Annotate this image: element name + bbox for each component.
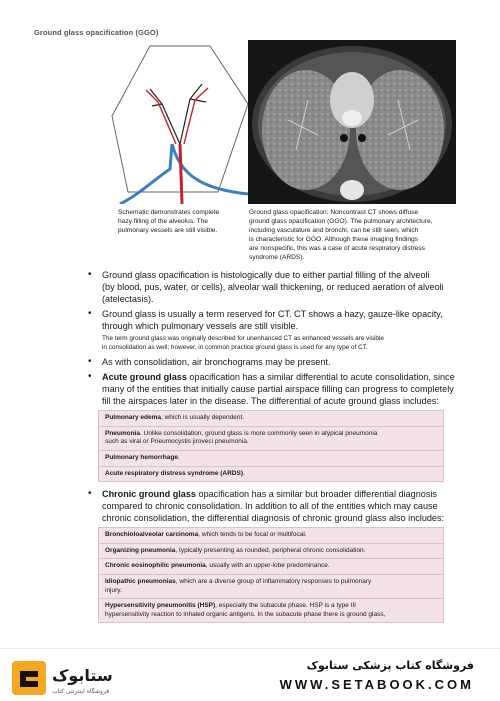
- bullet-air-bronchograms: • As with consolidation, air bronchograms may be present.: [88, 356, 331, 368]
- acute-ddx-box: [98, 410, 444, 482]
- ddx-item: Acute respiratory distress syndrome (ARDS).: [105, 469, 245, 477]
- section-title: Ground glass opacification (GGO): [34, 28, 159, 37]
- ddx-item: Pulmonary edema, which is usually dependent.: [99, 411, 443, 427]
- ddx-item: Pneumonia. Unlike consolidation, ground glass is more commonly seen in atypical pneumonia such as viral or Pneumocystis jiroveci pneumonia.: [99, 427, 443, 451]
- bullet-chronic-ground-glass: • Chronic ground glass opacification has a similar but broader differential diagnosis compared to chronic consolidation. In addition to all of the entities which may cause chronic consolidation, the differential diagnosis of chronic ground glass also includes:: [88, 488, 445, 524]
- footer-banner: [0, 648, 500, 701]
- store-url[interactable]: WWW.SETABOOK.COM: [279, 677, 474, 692]
- bullet-icon: •: [88, 308, 92, 319]
- ct-caption: Ground glass opacification: Noncontrast CT shows diffuse ground glass opacification (GGO). The pulmonary architecture, including vasculature and bronchi, can be still seen, which is characteristic for GGO. Although these imaging findings are nonspecific, this was a case of acute respiratory distress syndrome (ARDS).: [249, 209, 433, 261]
- ct-scan-image: [248, 40, 456, 204]
- acute-lead: Acute ground glass: [102, 372, 187, 383]
- bullet-histology: • Ground glass opacification is histologically due to either partial filling of the alveoli (by blood, pus, water, or cells), alveolar wall thickening, or reduced aeration of alveoli (atelectasis).: [88, 269, 444, 304]
- ddx-item: Hypersensitivity pneumonitis (HSP), especially the subacute phase. HSP is a type III hypersensitivity reaction to inhaled organic antigens. In the subacute phase there is ground glass,: [105, 602, 386, 618]
- svg-text:ستابوک: ستابوک: [52, 666, 113, 685]
- ddx-item: Chronic eosinophilic pneumonia, usually with an upper-lobe predominance.: [99, 559, 443, 575]
- chronic-ddx-box: [98, 527, 444, 623]
- schematic-caption: Schematic demonstrates complete hazy filling of the alveolus. The pulmonary vessels are still visible.: [118, 209, 220, 234]
- main-content: [88, 269, 458, 629]
- bullet-acute-ground-glass: • Acute ground glass opacification has a similar differential to acute consolidation, since many of the entities that initially cause partial airspace filling can progress to completely fill the airspaces later in the disease. The differential of acute ground glass includes:: [88, 371, 455, 407]
- store-name: فروشگاه کتاب پزشکی ستابوک: [306, 659, 474, 672]
- bullet-ct-term: • Ground glass is usually a term reserved for CT. CT shows a hazy, gauze-like opacity, through which pulmonary vessels are still visible.: [88, 308, 443, 331]
- ct-term-note: The term ground glass was originally described for unenhanced CT as enhanced vessels are visible in consolidation as well; however, in common practice ground glass is used for any type of CT.: [102, 335, 384, 351]
- ddx-item: Pulmonary hemorrhage.: [99, 451, 443, 467]
- svg-text:فروشگاه اینترنتی کتاب: فروشگاه اینترنتی کتاب: [52, 688, 110, 695]
- ddx-item: Idiopathic pneumonias, which are a diverse group of inflammatory responses to pulmonary injury.: [99, 575, 443, 599]
- setabook-logo: [12, 657, 132, 699]
- bullet-icon: •: [88, 356, 92, 368]
- bullet-icon: •: [88, 371, 92, 383]
- ddx-item: Bronchioloalveolar carcinoma, which tends to be focal or multifocal.: [99, 528, 443, 544]
- bullet-icon: •: [88, 488, 92, 500]
- chronic-lead: Chronic ground glass: [102, 489, 196, 500]
- bullet-icon: •: [88, 269, 92, 280]
- alveolus-schematic: [110, 44, 250, 204]
- ddx-item: Organizing pneumonia, typically presenting as rounded, peripheral chronic consolidation.: [99, 544, 443, 560]
